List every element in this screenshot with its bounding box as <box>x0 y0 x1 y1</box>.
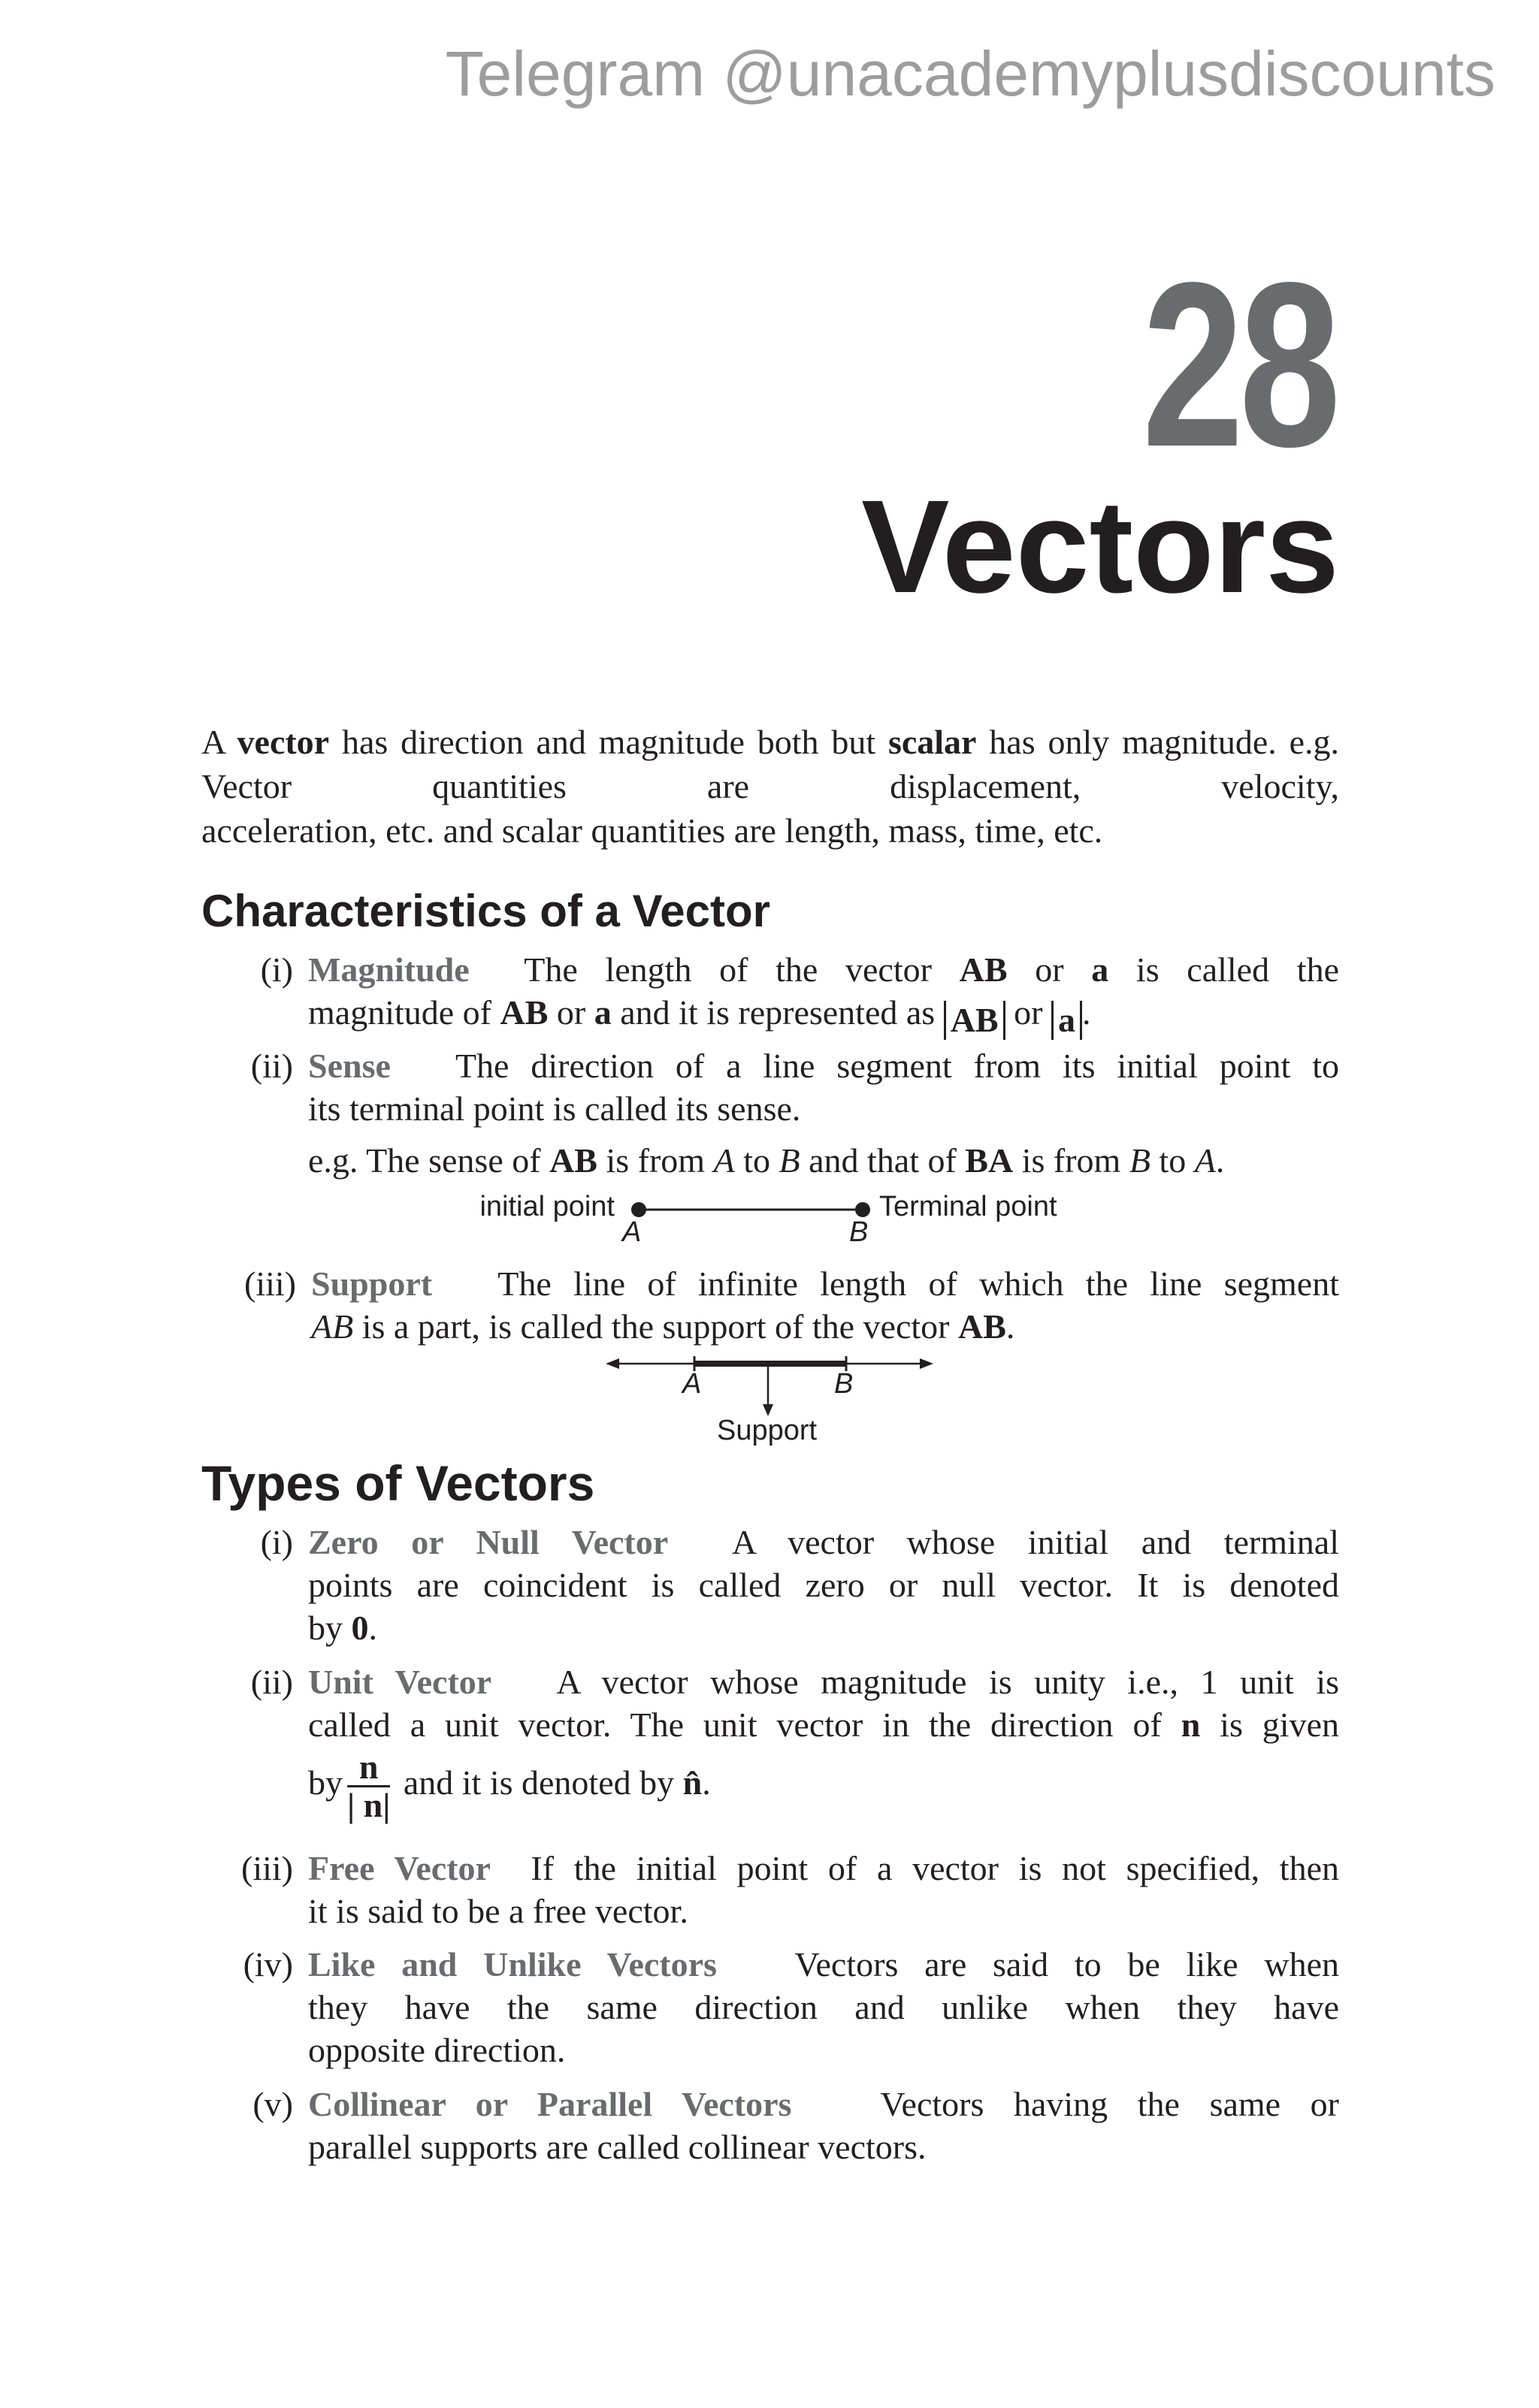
collinear-line-1: Collinear or Parallel Vectors Vectors having the same or <box>308 2085 1339 2123</box>
intro-paragraph <box>201 720 1339 853</box>
list-item-like-unlike-vectors <box>243 1943 1339 2071</box>
watermark: Telegram @unacademyplusdiscounts <box>445 38 1495 109</box>
intro-line-2: acceleration, etc. and scalar quantities are length, mass, time, etc. <box>201 811 1103 850</box>
item-number: (iv) <box>243 1945 293 1984</box>
support-label: Support <box>717 1415 818 1446</box>
list-item-collinear-vectors <box>252 2083 1339 2168</box>
sense-diagram <box>451 1191 1127 1251</box>
item-number: (v) <box>252 2085 293 2123</box>
list-item-unit-vector <box>250 1660 1340 1824</box>
point-b-label: B <box>849 1216 869 1248</box>
support-line-2: AB is a part, is called the support of the vector AB. <box>311 1307 1015 1346</box>
item-number: (ii) <box>250 1663 293 1701</box>
list-item-support <box>244 1262 1340 1348</box>
unit-vector-fraction: $\frac{n}{| n|}$ <box>347 1748 391 1824</box>
sense-line-1: Sense The direction of a line segment from its initial point to <box>308 1047 1340 1085</box>
unit-line-1: Unit Vector A vector whose magnitude is unity i.e., 1 unit is <box>308 1663 1340 1701</box>
magnitude-line-1: Magnitude The length of the vector AB or a is called the <box>308 950 1339 989</box>
zero-line-1: Zero or Null Vector A vector whose initial and terminal <box>308 1523 1339 1561</box>
support-point-a-label: A <box>682 1368 702 1400</box>
terminal-point-label: Terminal point <box>879 1191 1057 1222</box>
free-line-2: it is said to be a free vector. <box>308 1892 688 1930</box>
item-number: (iii) <box>244 1264 296 1303</box>
sense-example: e.g. The sense of AB is from A to B and that of BA is from B to A. <box>308 1141 1225 1180</box>
zero-line-2: points are coincident is called zero or null vector. It is denoted <box>308 1566 1339 1604</box>
item-number: (iii) <box>241 1849 293 1887</box>
support-line <box>601 1349 947 1424</box>
chapter-number: 28 <box>1141 234 1336 496</box>
support-diagram <box>601 1349 947 1454</box>
sense-line-2: its terminal point is called its sense. <box>308 1089 801 1128</box>
collinear-line-2: parallel supports are called collinear vectors. <box>308 2128 927 2166</box>
item-number: (ii) <box>250 1047 293 1085</box>
point-a-label: A <box>622 1216 642 1248</box>
free-line-1: Free Vector If the initial point of a vector is not specified, then <box>308 1849 1340 1887</box>
item-number: (i) <box>260 950 293 989</box>
magnitude-line-2: magnitude of AB or a and it is represented as AB or a . <box>308 993 1091 1039</box>
support-point-b-label: B <box>834 1368 854 1400</box>
support-line-1: Support The line of infinite length of which the line segment <box>311 1264 1340 1303</box>
list-item-magnitude <box>260 948 1339 1040</box>
item-number: (i) <box>260 1523 293 1561</box>
like-line-1: Like and Unlike Vectors Vectors are said to be like when <box>308 1945 1339 1984</box>
list-item-sense <box>250 1044 1340 1182</box>
zero-line-3: by 0. <box>308 1609 377 1647</box>
like-line-3: opposite direction. <box>308 2031 566 2069</box>
unit-line-2: called a unit vector. The unit vector in the direction of n is given <box>308 1706 1339 1744</box>
initial-point-label: initial point <box>479 1191 615 1222</box>
list-item-zero-vector <box>260 1521 1339 1649</box>
unit-line-3: by $\frac{n}{| n|}$ and it is denoted by n̂. <box>308 1748 711 1824</box>
list-item-free-vector <box>241 1847 1340 1932</box>
like-line-2: they have the same direction and unlike when they have <box>308 1988 1339 2026</box>
chapter-title: Vectors <box>861 473 1339 621</box>
section-heading-types: Types of Vectors <box>201 1455 595 1511</box>
intro-line-1: A vector has direction and magnitude both but scalar has only magnitude. e.g. Vector quantities are displacement, velocity, <box>201 723 1339 805</box>
section-heading-characteristics: Characteristics of a Vector <box>201 886 771 936</box>
